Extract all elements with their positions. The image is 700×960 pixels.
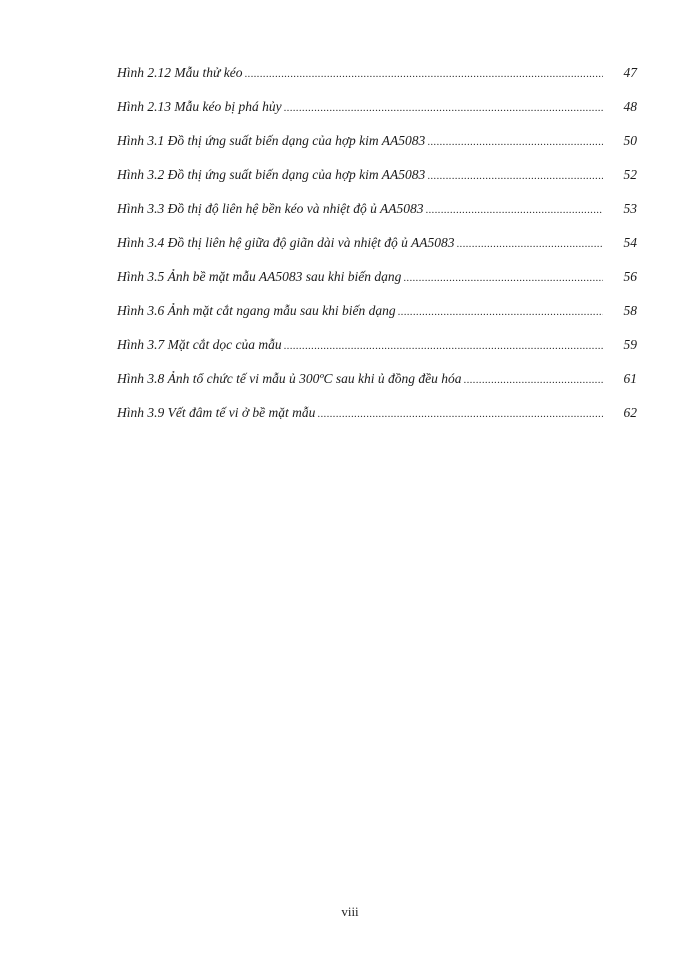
- toc-entry-title: Hình 3.5 Ảnh bề mặt mẫu AA5083 sau khi biến dạng: [117, 269, 402, 284]
- toc-entry-title: Hình 2.13 Mẫu kéo bị phá hủy: [117, 99, 282, 114]
- toc-entry[interactable]: [117, 130, 637, 164]
- toc-entry-page: 59: [623, 337, 637, 352]
- toc-entry-page: 53: [623, 201, 637, 216]
- toc-entry[interactable]: [117, 232, 637, 266]
- toc-entry-page: 61: [623, 371, 637, 386]
- toc-entry-page: 50: [623, 133, 637, 148]
- toc-entry-title: Hình 3.2 Đồ thị ứng suất biến dạng của hợp kim AA5083: [117, 167, 426, 182]
- toc-entry[interactable]: [117, 368, 637, 402]
- toc-entry-title: Hình 3.6 Ảnh mặt cắt ngang mẫu sau khi biến dạng: [117, 303, 396, 318]
- dot-leader: [284, 335, 603, 357]
- dot-leader: [244, 63, 603, 85]
- dot-leader: [398, 301, 603, 323]
- toc-entry[interactable]: [117, 402, 637, 436]
- toc-entry[interactable]: [117, 300, 637, 334]
- toc-entry-title: Hình 3.1 Đồ thị ứng suất biến dạng của hợp kim AA5083: [117, 133, 426, 148]
- toc-entry-title: Hình 3.7 Mặt cắt dọc của mẫu: [117, 337, 282, 352]
- toc-entry[interactable]: [117, 266, 637, 300]
- dot-leader: [317, 403, 603, 425]
- page-number: viii: [341, 904, 359, 919]
- dot-leader: [403, 267, 603, 289]
- list-of-figures: [117, 62, 637, 436]
- toc-entry-title: Hình 3.4 Đồ thị liên hệ giữa độ giãn dài và nhiệt độ ủ AA5083: [117, 235, 455, 250]
- toc-entry[interactable]: [117, 164, 637, 198]
- dot-leader: [284, 97, 603, 119]
- toc-entry-title: Hình 3.3 Đồ thị độ liên hệ bền kéo và nhiệt độ ủ AA5083: [117, 201, 424, 216]
- toc-entry-title: Hình 3.8 Ảnh tổ chức tế vi mẫu ủ 300ºC sau khi ủ đồng đều hóa: [117, 371, 462, 386]
- dot-leader: [456, 233, 603, 255]
- toc-entry-page: 56: [623, 269, 637, 284]
- toc-entry-page: 58: [623, 303, 637, 318]
- toc-entry-page: 62: [623, 405, 637, 420]
- toc-entry[interactable]: [117, 334, 637, 368]
- toc-entry-title: Hình 3.9 Vết đâm tế vi ở bề mặt mẫu: [117, 405, 316, 420]
- dot-leader: [427, 165, 603, 187]
- toc-entry[interactable]: [117, 62, 637, 96]
- toc-entry[interactable]: [117, 198, 637, 232]
- toc-entry-title: Hình 2.12 Mẫu thử kéo: [117, 65, 243, 80]
- toc-entry-page: 52: [623, 167, 637, 182]
- toc-entry-page: 47: [623, 65, 637, 80]
- dot-leader: [425, 199, 603, 221]
- toc-entry-page: 48: [623, 99, 637, 114]
- dot-leader: [427, 131, 603, 153]
- dot-leader: [464, 369, 603, 391]
- toc-entry-page: 54: [623, 235, 637, 250]
- toc-entry[interactable]: [117, 96, 637, 130]
